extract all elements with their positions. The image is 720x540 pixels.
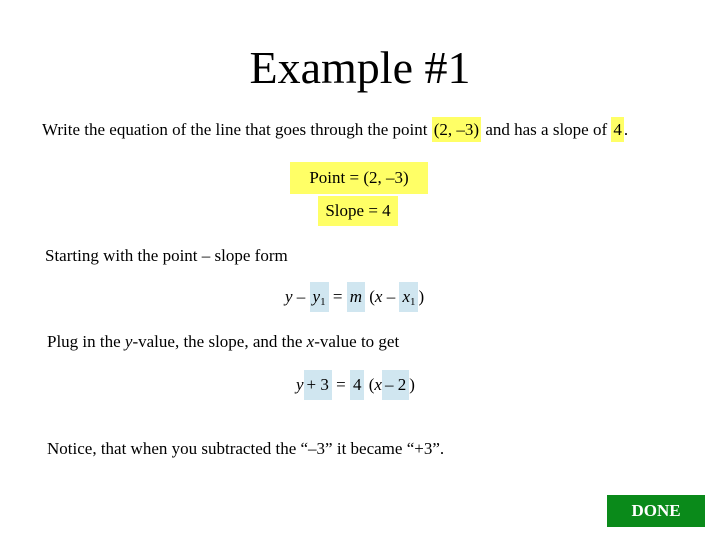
sub-minus2-box: – 2 — [382, 370, 409, 400]
step-2-text — [47, 329, 399, 355]
step-2-part-3: -value to get — [314, 332, 400, 351]
point-slope-form-equation — [285, 282, 424, 312]
done-button[interactable]: DONE — [607, 495, 705, 527]
problem-text-start: Write the equation of the line that goes through the point — [42, 120, 432, 139]
eq-close-paren: ) — [418, 287, 425, 306]
sub-x: x — [374, 375, 382, 394]
step-2-part-1: Plug in the — [47, 332, 125, 351]
eq-open-paren: ( — [364, 287, 375, 306]
eq-y: y — [285, 287, 293, 306]
notice-text: Notice, that when you subtracted the “–3” it became “+3”. — [47, 439, 445, 458]
eq-x1-var: x — [402, 287, 410, 306]
step-2-part-2: -value, the slope, and the — [132, 332, 307, 351]
eq-y1-var: y — [312, 287, 321, 306]
highlighted-point: (2, –3) — [432, 117, 481, 142]
problem-text-end: . — [623, 120, 629, 139]
sub-open-paren: ( — [364, 375, 375, 394]
given-slope: Slope = 4 — [318, 196, 398, 226]
problem-text-middle: and has a slope of — [481, 120, 612, 139]
eq-y1-box — [310, 282, 329, 312]
eq-equals: = — [328, 287, 347, 306]
problem-statement — [42, 116, 628, 144]
eq-minus: – — [292, 287, 310, 306]
eq-x1-sub: 1 — [409, 296, 416, 308]
given-point: Point = (2, –3) — [290, 162, 428, 194]
highlighted-slope: 4 — [611, 117, 624, 142]
eq-x1-box — [399, 282, 418, 312]
eq-x: x — [374, 287, 383, 306]
substituted-equation — [296, 370, 415, 400]
eq-y1-sub: 1 — [320, 296, 326, 308]
sub-y: y — [296, 375, 304, 394]
eq-m-box — [347, 282, 365, 312]
step-1-text: Starting with the point – slope form — [45, 246, 288, 265]
sub-slope-box: 4 — [350, 370, 365, 400]
eq-m: m — [349, 287, 362, 306]
sub-close-paren: ) — [409, 375, 415, 394]
sub-plus3-box: + 3 — [304, 370, 332, 400]
step-2-y-var: y — [124, 332, 133, 351]
step-2-x-var: x — [306, 332, 315, 351]
eq-minus-2: – — [382, 287, 400, 306]
sub-equals: = — [331, 375, 350, 394]
slide-title: Example #1 — [249, 42, 471, 93]
